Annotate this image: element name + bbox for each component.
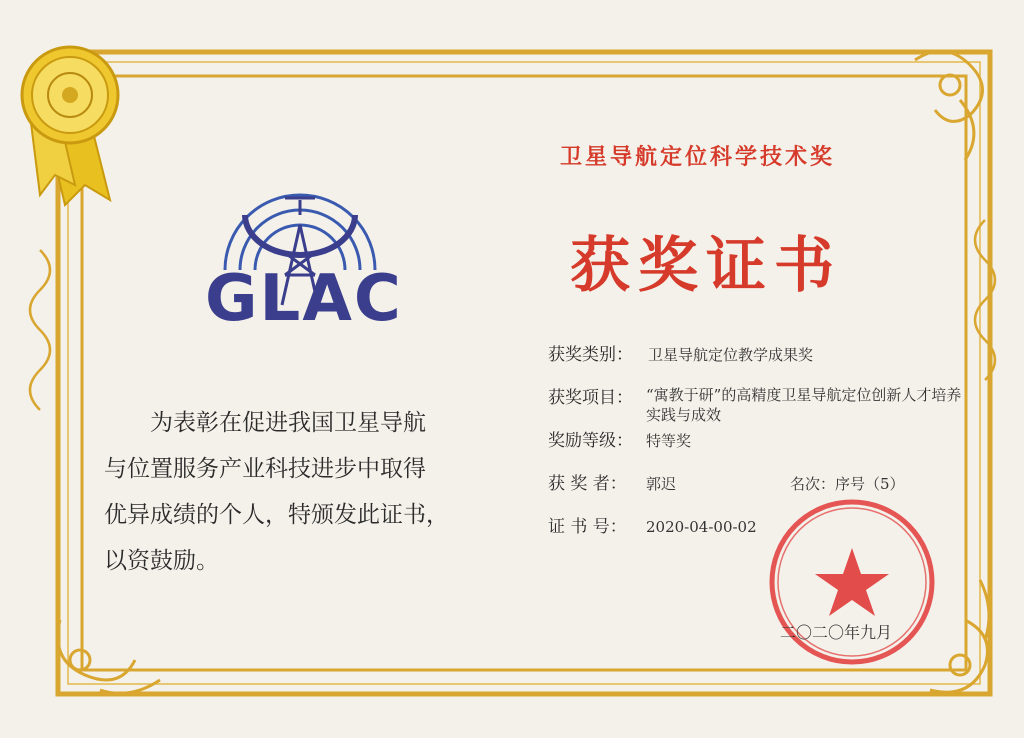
project-label: 获奖项目：: [548, 388, 633, 408]
grade-label: 奖励等级：: [548, 431, 633, 451]
winner-label: 获 奖 者：: [548, 474, 627, 494]
citation-line: 以资鼓励。: [104, 548, 219, 574]
gold-rosette-ribbon-icon: [22, 47, 118, 205]
citation-line: 与位置服务产业科技进步中取得: [104, 456, 426, 482]
seal-star-icon: [815, 548, 889, 616]
award-name: 卫星导航定位科学技术奖: [560, 145, 836, 170]
citation-line: 为表彰在促进我国卫星导航: [150, 410, 426, 436]
number-label: 证 书 号：: [548, 517, 627, 537]
grade-value: 特等奖: [646, 432, 692, 450]
number-value: 2020-04-00-02: [646, 518, 757, 536]
side-ornament-left: [30, 250, 50, 410]
corner-ornament-bottom-left: [58, 620, 160, 693]
logo-text: GLAC: [205, 262, 403, 336]
certificate-title: 获奖证书: [570, 231, 842, 301]
rank-value: 名次：序号（5）: [790, 475, 905, 493]
winner-value: 郭迟: [646, 475, 677, 493]
project-value: “寓教于研”的高精度卫星导航定位创新人才培养实践与成效: [646, 386, 962, 424]
citation-line: 优异成绩的个人，特颁发此证书，: [104, 502, 449, 528]
category-value: 卫星导航定位教学成果奖: [648, 346, 814, 364]
category-label: 获奖类别：: [548, 345, 633, 365]
citation-text: [104, 400, 484, 584]
issue-date: 二〇二〇年九月: [780, 623, 893, 642]
corner-ornament-top-right: [915, 51, 983, 160]
